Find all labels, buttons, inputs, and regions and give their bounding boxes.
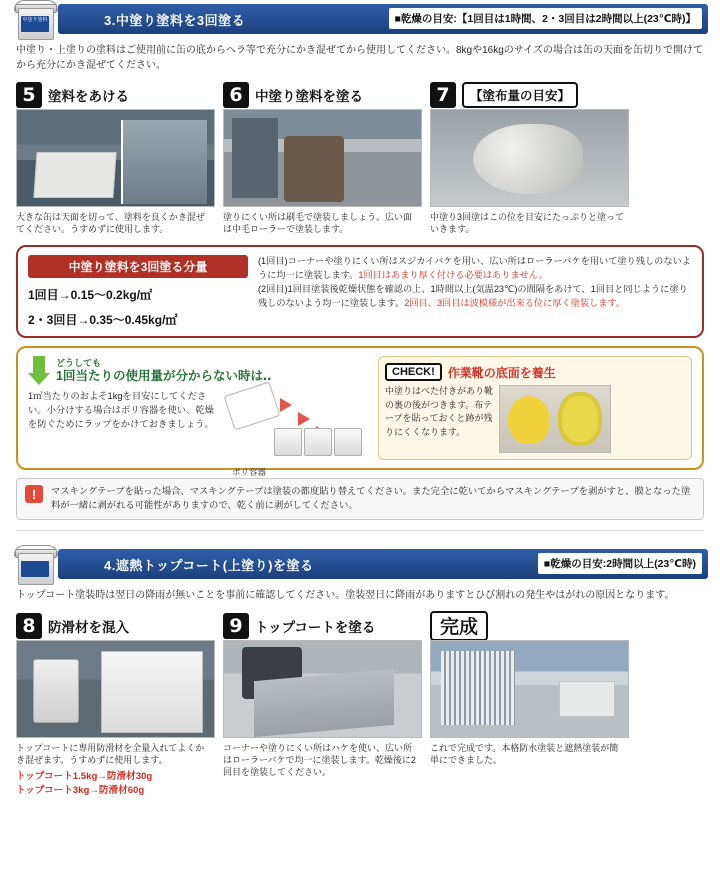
- section-3-header: [12, 0, 708, 40]
- usage-left: [28, 356, 368, 478]
- section-3-title: 3.中塗り塗料を3回塗る: [104, 12, 246, 28]
- step-8-caption: トップコートに専用防滑材を全量入れてよくかき混ぜます。うすめずに使用します。: [16, 742, 205, 765]
- step-5-caption: 大きな缶は天面を切って、塗料を良くかき混ぜてください。うすめずに使用します。: [16, 212, 205, 235]
- quantity-note-2: (2回目)1回目塗装後乾燥状態を確認の上、1時間以上(気温23℃)の間隔をあけて、1回目と同じように塗り残しのないよう均一に塗装します。: [258, 283, 688, 308]
- usage-text: 1㎡当たりのおよそ1kgを目安にしてください。小分けする場合はポリ容器を使い、乾燥を防ぐためにラップをかけておきましょう。: [28, 391, 214, 430]
- section-4-steps: [16, 612, 704, 799]
- step-5-label: 塗料をあける: [48, 89, 129, 104]
- check-title: 作業靴の底面を養生: [447, 365, 556, 380]
- photo-shoe-sole: [499, 385, 611, 453]
- step-9-number: 9: [223, 613, 249, 639]
- check-text: 中塗りはべた付きがあり靴の裏の後がつきます。布テープを貼っておくと跡が残りにくくなります。: [385, 386, 494, 437]
- quantity-left: [28, 255, 248, 328]
- photo-roller-amount: [430, 109, 629, 207]
- step-8: [16, 612, 213, 799]
- section-4-title: 4.遮熱トップコート(上塗り)を塗る: [104, 557, 314, 573]
- check-badge: CHECK!: [385, 363, 442, 381]
- paint-can-icon-2: [12, 545, 58, 585]
- masking-tape-warning: [16, 478, 704, 520]
- can-label-text: 中塗り塗料: [22, 17, 48, 23]
- down-arrow-icon: [28, 356, 50, 386]
- photo-mix-antislip: [16, 640, 215, 738]
- section-4-header: [12, 545, 708, 585]
- step-8-label: 防滑材を混入: [48, 619, 129, 635]
- quantity-notes: [258, 255, 692, 328]
- complete-badge: 完成: [430, 611, 488, 641]
- usage-unknown-box: [16, 346, 704, 478]
- quantity-note-2-red: 2回目、3回目は波模様が出来る位に厚く塗装します。: [404, 297, 626, 308]
- step-6-number: 6: [223, 82, 249, 108]
- step-6-caption: 塗りにくい所は刷毛で塗装しましょう。広い面は中毛ローラーで塗装します。: [223, 212, 413, 235]
- step-5-number: 5: [16, 82, 42, 108]
- section-4-dry-note: ■乾燥の目安:2時間以上(23℃時): [538, 553, 702, 574]
- step-complete-caption: これで完成です。本格防水塗装と遮熱塗装が簡単にできました。: [430, 742, 619, 765]
- warning-icon: !: [25, 485, 43, 503]
- usage-small-title: どうしても: [56, 358, 102, 369]
- step-complete: [430, 612, 627, 799]
- step-5: [16, 81, 213, 235]
- step-9-label: トップコートを塗る: [255, 619, 376, 635]
- quantity-title: 中塗り塗料を3回塗る分量: [28, 255, 248, 278]
- usage-title: 1回当たりの使用量が分からない時は‥: [56, 369, 272, 384]
- quantity-box: [16, 245, 704, 338]
- step-6: [223, 81, 420, 235]
- step-7-number: 7: [430, 82, 456, 108]
- section-3-lead: 中塗り・上塗りの塗料はご使用前に缶の底からヘラ等で充分にかき混ぜてから使用してください。8kgや16kgのサイズの場合は缶の天面を缶切りで開けてから充分にかき混ぜてください。: [16, 45, 704, 71]
- section-3-steps: [16, 81, 704, 235]
- photo-apply-topcoat: [223, 640, 422, 738]
- paint-can-icon: [12, 0, 58, 40]
- poly-container-caption: ポリ容器: [232, 467, 267, 478]
- quantity-line-2: 2・3回目→0.35〜0.45kg/㎡: [28, 313, 178, 328]
- step-9: [223, 612, 420, 799]
- photo-finished-balcony: [430, 640, 629, 738]
- photo-apply-midcoat: [223, 109, 422, 207]
- step-8-red-line-2: トップコート3kg→防滑材60g: [16, 785, 145, 797]
- step-9-caption: コーナーや塗りにくい所はハケを使い、広い所はローラーバケで均一に塗装します。乾燥後に2回目を塗装してください。: [223, 742, 416, 777]
- step-6-label: 中塗り塗料を塗る: [255, 89, 363, 104]
- section-3-dry-note: ■乾燥の目安:【1回目は1時間、2・3回目は2時間以上(23℃時)】: [389, 8, 702, 29]
- step-7-label: 【塗布量の目安】: [462, 82, 578, 108]
- divider: [16, 530, 704, 531]
- step-8-red-line-1: トップコート1.5kg→防滑材30g: [16, 770, 153, 782]
- quantity-line-1: 1回目→0.15〜0.2kg/㎡: [28, 288, 153, 303]
- section-4-lead: トップコート塗装時は翌日の降雨が無いことを事前に確認してください。塗装翌日に降雨がありますとひび割れの発生やはがれの原因となります。: [16, 590, 675, 602]
- quantity-note-1: (1回目)コーナーや塗りにくい所はスジカイバケを用い、広い所はローラーバケを用いて塗り残しのないように均一に塗装します。: [258, 256, 691, 281]
- photo-pour-paint: [16, 109, 215, 207]
- quantity-note-1-red: 1回目はあまり厚く付ける必要はありません。: [358, 270, 548, 281]
- step-7: [430, 81, 627, 235]
- step-8-number: 8: [16, 613, 42, 639]
- step-7-caption: 中塗り3回塗はこの位を目安にたっぷりと塗っていきます。: [430, 212, 625, 235]
- check-panel: [378, 356, 692, 460]
- poly-container-illustration: [228, 386, 368, 464]
- masking-tape-warning-text: マスキングテープを貼った場合、マスキングテープは塗装の都度貼り替えてください。また完全に乾いてからマスキングテープを剥がすと、膜となった塗料が一緒に剥がれる可能性がありますので、乾く前に剥がしてください。: [51, 486, 691, 511]
